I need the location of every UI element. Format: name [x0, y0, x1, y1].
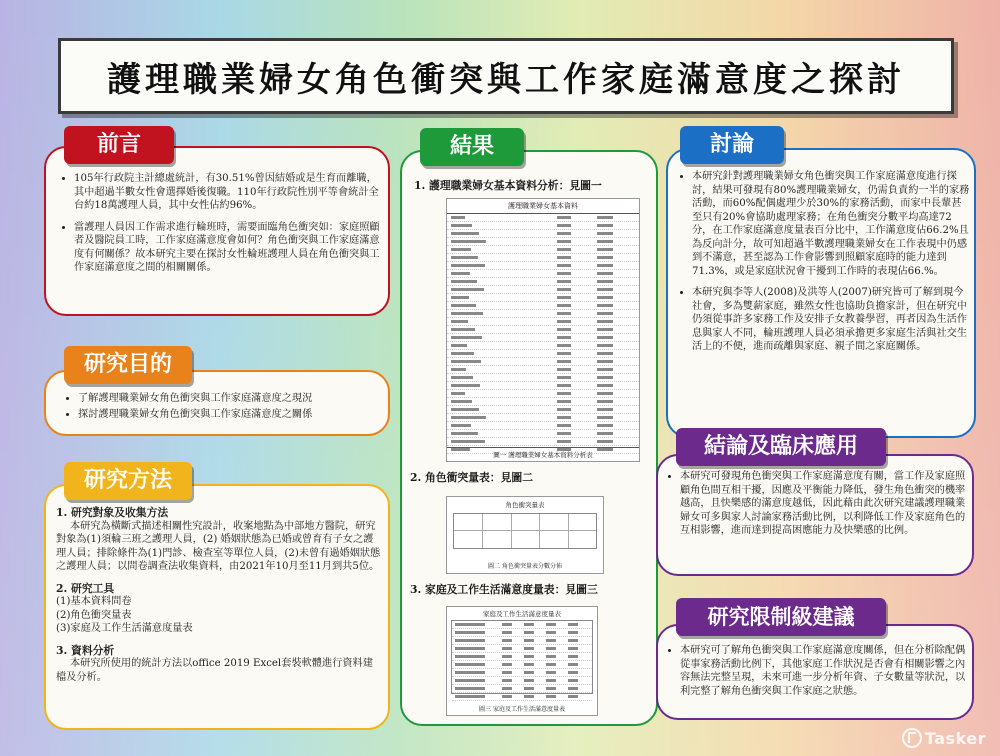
- result-heading-2: 2. 角色衝突量表：見圖二: [410, 471, 533, 484]
- poster-title: 護理職業婦女角色衝突與工作家庭滿意度之探討: [107, 59, 905, 100]
- figure-row: [452, 677, 592, 685]
- figure-row: [447, 430, 639, 438]
- figure-row: [447, 350, 639, 358]
- method-tool-item: (3)家庭及工作生活滿意度量表: [56, 623, 193, 634]
- figure-row: [447, 366, 639, 374]
- figure-3-caption: 圖三 家庭及工作生活滿意度量表: [479, 706, 565, 713]
- figure-3-table: [446, 606, 598, 716]
- figure-row: [452, 661, 592, 669]
- figure-1-title: 護理職業婦女基本資料: [447, 199, 639, 214]
- figure-2-caption: 圖二 角色衝突量表分數分佈: [488, 563, 562, 570]
- figure-row: [447, 222, 639, 230]
- figure-row: [447, 358, 639, 366]
- discussion-item: • 本研究與李等人(2008)及洪等人(2007)研究皆可了解到現今社會，多為雙薪家庭，雖然女性也協助負擔家計，但在研究中仍須從事許多家務工作及安排子女教養學習，再者因為生活作息與家人不同，輪班護理人員必須承擔更多家庭生活與社交生活上的不便，進而疏離與家庭、親子間之家庭關係。: [692, 286, 970, 354]
- figure-row: [452, 637, 592, 645]
- figure-1-rows: [447, 214, 639, 454]
- figure-row: [447, 334, 639, 342]
- result-heading-3: 3. 家庭及工作生活滿意度量表：見圖三: [410, 583, 598, 596]
- method-subtitle-3: 3. 資料分析: [56, 643, 115, 657]
- figure-row: [452, 693, 592, 701]
- conclusion-item: • 本研究可發現角色衝突與工作家庭滿意度有關，當工作及家庭照顧角色間互相干擾，因應及平衡能力降低，發生角色衝突的機率越高，且快樂感的滿意度越低，因此藉由此次研究建議護理職業婦女可多與家人討論家務活動比例，以利降低工作及家庭角色的互相影響，進而達到提高困應能力及快樂感的比例。: [680, 470, 968, 538]
- figure-2-title: 角色衝突量表: [505, 501, 545, 509]
- figure-row: [447, 406, 639, 414]
- method-tool-item: (2)角色衝突量表: [56, 609, 132, 621]
- title-banner: [58, 38, 954, 114]
- figure-row: [447, 294, 639, 302]
- figure-row: [452, 645, 592, 653]
- figure-3-rows: [451, 620, 593, 694]
- method-body-3: 本研究所使用的統計方法以office 2019 Excel套裝軟體進行資料建檔及分析。: [56, 658, 373, 683]
- figure-row: [447, 310, 639, 318]
- purpose-text: [62, 392, 382, 423]
- figure-row: [452, 653, 592, 661]
- figure-row: [447, 270, 639, 278]
- method-subtitle-2: 2. 研究工具: [56, 581, 115, 595]
- results-label: 結果: [420, 128, 524, 166]
- figure-row: [447, 414, 639, 422]
- method-subtitle-1: 1. 研究對象及收集方法: [56, 506, 169, 519]
- conclusion-label: 結論及臨床應用: [676, 428, 886, 466]
- figure-1-table: [446, 198, 640, 462]
- figure-row: [447, 262, 639, 270]
- figure-row: [447, 230, 639, 238]
- figure-row: [447, 318, 639, 326]
- figure-row: [452, 621, 592, 629]
- figure-row: [447, 238, 639, 246]
- limitation-item: • 本研究可了解角色衝突與工作家庭滿意度關係，但在分析除配偶從事家務活動比例下，其他家庭工作狀況是否會有相關影響之內容無法完整呈現，未來可進一步分析年資、子女數量等狀況，以利完整了解角色衝突與工作家庭之狀態。: [680, 644, 968, 698]
- figure-row: [447, 302, 639, 310]
- figure-2-table: [446, 496, 604, 574]
- figure-row: [447, 390, 639, 398]
- intro-item: • 105年行政院主計總處統計，有30.51%曾因結婚或是生育而離職，其中超過半數女性會選擇婚後復職。110年行政院性別平等會統計全台約18萬護理人員，其中女性佔約96%。: [74, 172, 382, 213]
- method-tool-item: (1)基本資料問卷: [56, 596, 132, 607]
- figure-row: [447, 382, 639, 390]
- figure-row: [447, 326, 639, 334]
- figure-row: [447, 246, 639, 254]
- figure-row: [447, 374, 639, 382]
- conclusion-text: [664, 470, 968, 546]
- figure-1-caption: 圖一 護理職業婦女基本資料分析表: [447, 447, 639, 459]
- figure-row: [447, 342, 639, 350]
- intro-label: 前言: [64, 126, 174, 164]
- figure-row: [447, 278, 639, 286]
- figure-row: [447, 438, 639, 446]
- figure-row: [447, 398, 639, 406]
- limitation-label: 研究限制級建議: [676, 598, 886, 636]
- figure-row: [452, 629, 592, 637]
- watermark-logo: [902, 728, 986, 748]
- intro-text: [58, 172, 382, 283]
- purpose-label: 研究目的: [64, 346, 192, 384]
- result-heading-1: 1. 護理職業婦女基本資料分析：見圖一: [414, 179, 602, 192]
- figure-row: [447, 422, 639, 430]
- intro-item: • 當護理人員因工作需求進行輪班時，需要面臨角色衝突如：家庭照顧者及醫院員工時，工作家庭滿意度會如何？角色衝突與工作家庭滿意度有何關係？故本研究主要在探討女性輪班護理人員在角色衝突與工作家庭滿意度之間的相關關係。: [74, 221, 382, 275]
- limitation-text: [664, 644, 968, 706]
- watermark-text: Tasker: [924, 729, 986, 748]
- figure-row: [452, 685, 592, 693]
- purpose-item: • 探討護理職業婦女角色衝突與工作家庭滿意度之關係: [78, 408, 382, 422]
- purpose-item: • 了解護理職業婦女角色衝突與工作家庭滿意度之現況: [78, 392, 382, 406]
- figure-row: [447, 214, 639, 222]
- discussion-label: 討論: [680, 126, 784, 164]
- method-body-1: 本研究為橫斷式描述相關性究設計，收案地點為中部地方醫院，研究對象為(1)須輪三班之護理人員，(2) 婚姻狀態為已婚或曾育有子女之護理人員；排除條件為(1)門診、檢查室等單位人員，(2)未曾有過婚姻狀態之護理人員；以問卷調查法收集資料，由2021年10月至11月到共5位。: [56, 520, 381, 572]
- figure-3-title: 家庭及工作生活滿意度量表: [483, 610, 561, 618]
- discussion-item: • 本研究針對護理職業婦女角色衝突與工作家庭滿意度進行探討，結果可發現有80%護理職業婦女，仍需負責約一半的家務活動，而60%配偶處理少於30%的家務活動，而家中長輩甚至只有20%會協助處理家務；在角色衝突分數平均高達72分，在工作家庭滿意度量表百分比中，工作滿意度佔66.2%且為反向計分，故可知超過半數護理職業婦女在工作表現中仍感到不滿意，甚至認為工作會影響到照顧家庭時的能力達到71.3%，或是家庭狀況會干擾到工作時的表現佔66.%。: [692, 170, 970, 278]
- method-label: 研究方法: [64, 462, 192, 500]
- method-text: [56, 506, 382, 684]
- discussion-text: [676, 170, 970, 362]
- figure-row: [452, 669, 592, 677]
- figure-row: [447, 254, 639, 262]
- figure-2-grid: [453, 513, 597, 549]
- tasker-logo-icon: [902, 728, 922, 748]
- figure-row: [447, 286, 639, 294]
